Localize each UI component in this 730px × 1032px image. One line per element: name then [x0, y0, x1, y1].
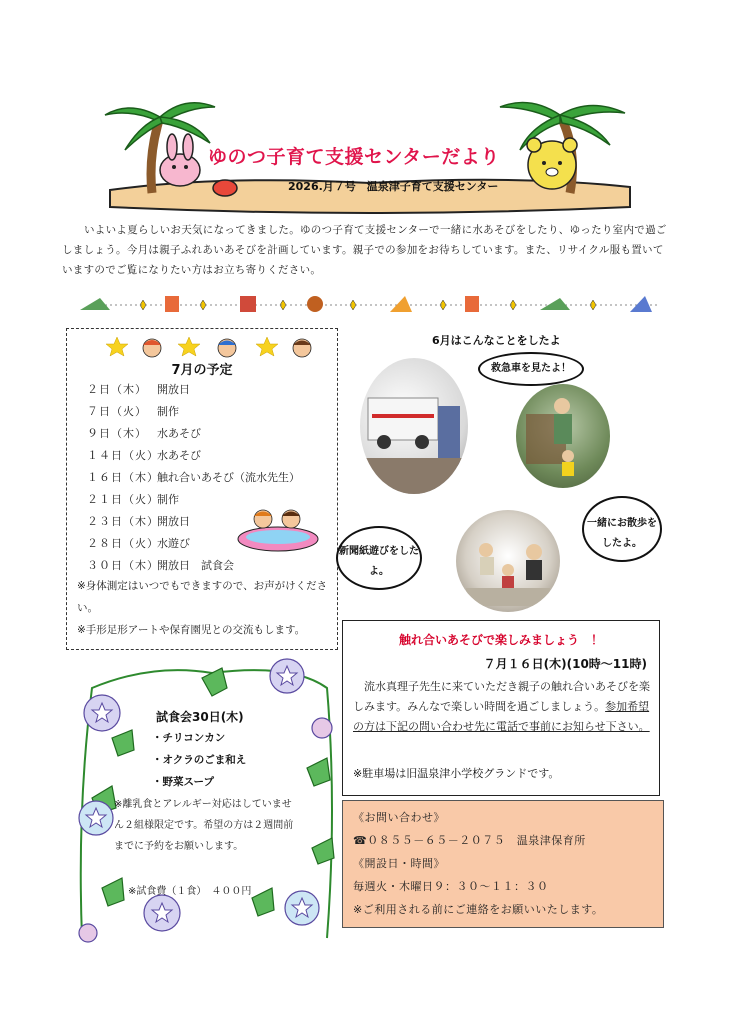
july-schedule-box: [66, 328, 338, 650]
schedule-row: [87, 469, 300, 485]
schedule-event: 水あそび: [157, 449, 201, 462]
schedule-date: ２３日（木）: [87, 515, 159, 528]
menu-item: ・野菜スープ: [152, 776, 214, 788]
schedule-event: 触れ合いあそび（流水先生）: [157, 471, 300, 484]
schedule-row: [87, 491, 179, 507]
newsletter-title: ゆのつ子育て支援センターだより: [208, 146, 500, 168]
schedule-row: [87, 403, 179, 419]
menu-item: ・チリコンカン: [152, 732, 226, 744]
kids-pool-illustration: [235, 497, 321, 553]
schedule-event: 開放日 試食会: [157, 559, 234, 572]
schedule-date: ２日（木）: [87, 383, 147, 396]
photo-newspaper: [456, 510, 560, 612]
speech-bubble-newspaper: 新聞紙遊びをしたよ。: [336, 526, 422, 590]
event-title: 触れ合いあそびで楽しみましょう ！: [398, 633, 603, 647]
schedule-note-art: ※手形足形アートや保育園児との交流もします。: [77, 624, 306, 636]
stars-kids-decoration: [67, 333, 337, 359]
contact-info-box: [342, 800, 664, 928]
schedule-event: 開放日: [157, 515, 190, 528]
schedule-event: 水あそび: [157, 427, 201, 440]
intro-paragraph: いよいよ夏らしいお天気になってきました。ゆのつ子育て支援センターで一緒に水あそびをしたり、ゆったり室内で過ごしましょう。今月は親子ふれあいあそびを計画しています。親子での参加をお待ちしています。また、リサイクル服も置いていますのでご覧になりたい方はお立ち寄りください。: [62, 224, 667, 276]
touch-play-event-box: [342, 620, 660, 796]
walk-illustration: [516, 384, 610, 488]
schedule-event: 開放日: [157, 383, 190, 396]
schedule-date: ３０日（木）: [87, 559, 159, 572]
event-description: [353, 677, 653, 737]
schedule-date: ７日（火）: [87, 405, 147, 418]
schedule-row: [87, 381, 190, 397]
contact-note: ※ご利用される前にご連絡をお願いいたします。: [353, 903, 604, 916]
schedule-date: ９日（木）: [87, 427, 147, 440]
tasting-event-title: 試食会30日(木): [156, 710, 244, 724]
schedule-note-measurement: ※身体測定はいつでもできますので、お声がけください。: [77, 580, 328, 614]
newspaper-play-illustration: [456, 510, 560, 612]
schedule-date: ２１日（火）: [87, 493, 159, 506]
schedule-date: １４日（火）: [87, 449, 159, 462]
schedule-notes: [77, 575, 331, 641]
schedule-row: [87, 535, 190, 551]
schedule-title: 7月の予定: [171, 363, 233, 378]
tasting-notes: ※離乳食とアレルギー対応はしていません２組様限定です。希望の方は２週間前までに予約をお願いします。: [114, 799, 294, 852]
schedule-event: 制作: [157, 493, 179, 506]
speech-bubble-walk: 一緒にお散歩をしたよ。: [582, 496, 662, 562]
schedule-row: [87, 557, 234, 573]
event-description-text: 流水真理子先生に来ていただき親子の触れ合いあそびを楽しみます。みんなで楽しい時間を過ごしましょう。: [353, 680, 650, 713]
menu-item: ・オクラのごま和え: [152, 754, 247, 766]
event-parking-note: ※駐車場は旧温泉津小学校グランドです。: [353, 767, 560, 780]
newsletter-subtitle: 2026.月７号 温泉津子育て支援センター: [288, 180, 499, 193]
event-date: ７月１６日(木)(10時～11時): [483, 657, 647, 671]
photo-walk: [516, 384, 610, 488]
tasting-fee: ※試食費（１食） ４００円: [128, 886, 252, 897]
schedule-row: [87, 425, 201, 441]
event-registration-note: 参加希望の方は下記の問い合わせ先に電話で事前にお知らせ下さい。: [353, 700, 650, 733]
contact-hours-label: 《開設日・時間》: [353, 857, 445, 870]
schedule-event: 水遊び: [157, 537, 190, 550]
schedule-row: [87, 447, 201, 463]
ambulance-illustration: [360, 358, 468, 494]
contact-inquiry-label: 《お問い合わせ》: [353, 811, 445, 824]
speech-bubble-ambulance: 救急車を見たよ！: [478, 352, 584, 386]
schedule-date: １６日（木）: [87, 471, 159, 484]
schedule-row: [87, 513, 190, 529]
photo-ambulance: [360, 358, 468, 494]
schedule-event: 制作: [157, 405, 179, 418]
schedule-date: ２８日（火）: [87, 537, 159, 550]
contact-hours: 毎週火・木曜日９：３０～１１：３０: [353, 880, 549, 893]
decorative-divider: [60, 290, 680, 320]
june-section-title: 6月はこんなことをしたよ: [432, 334, 561, 347]
contact-phone: ☎０８５５－６５－２０７５ 温泉津保育所: [353, 834, 586, 847]
